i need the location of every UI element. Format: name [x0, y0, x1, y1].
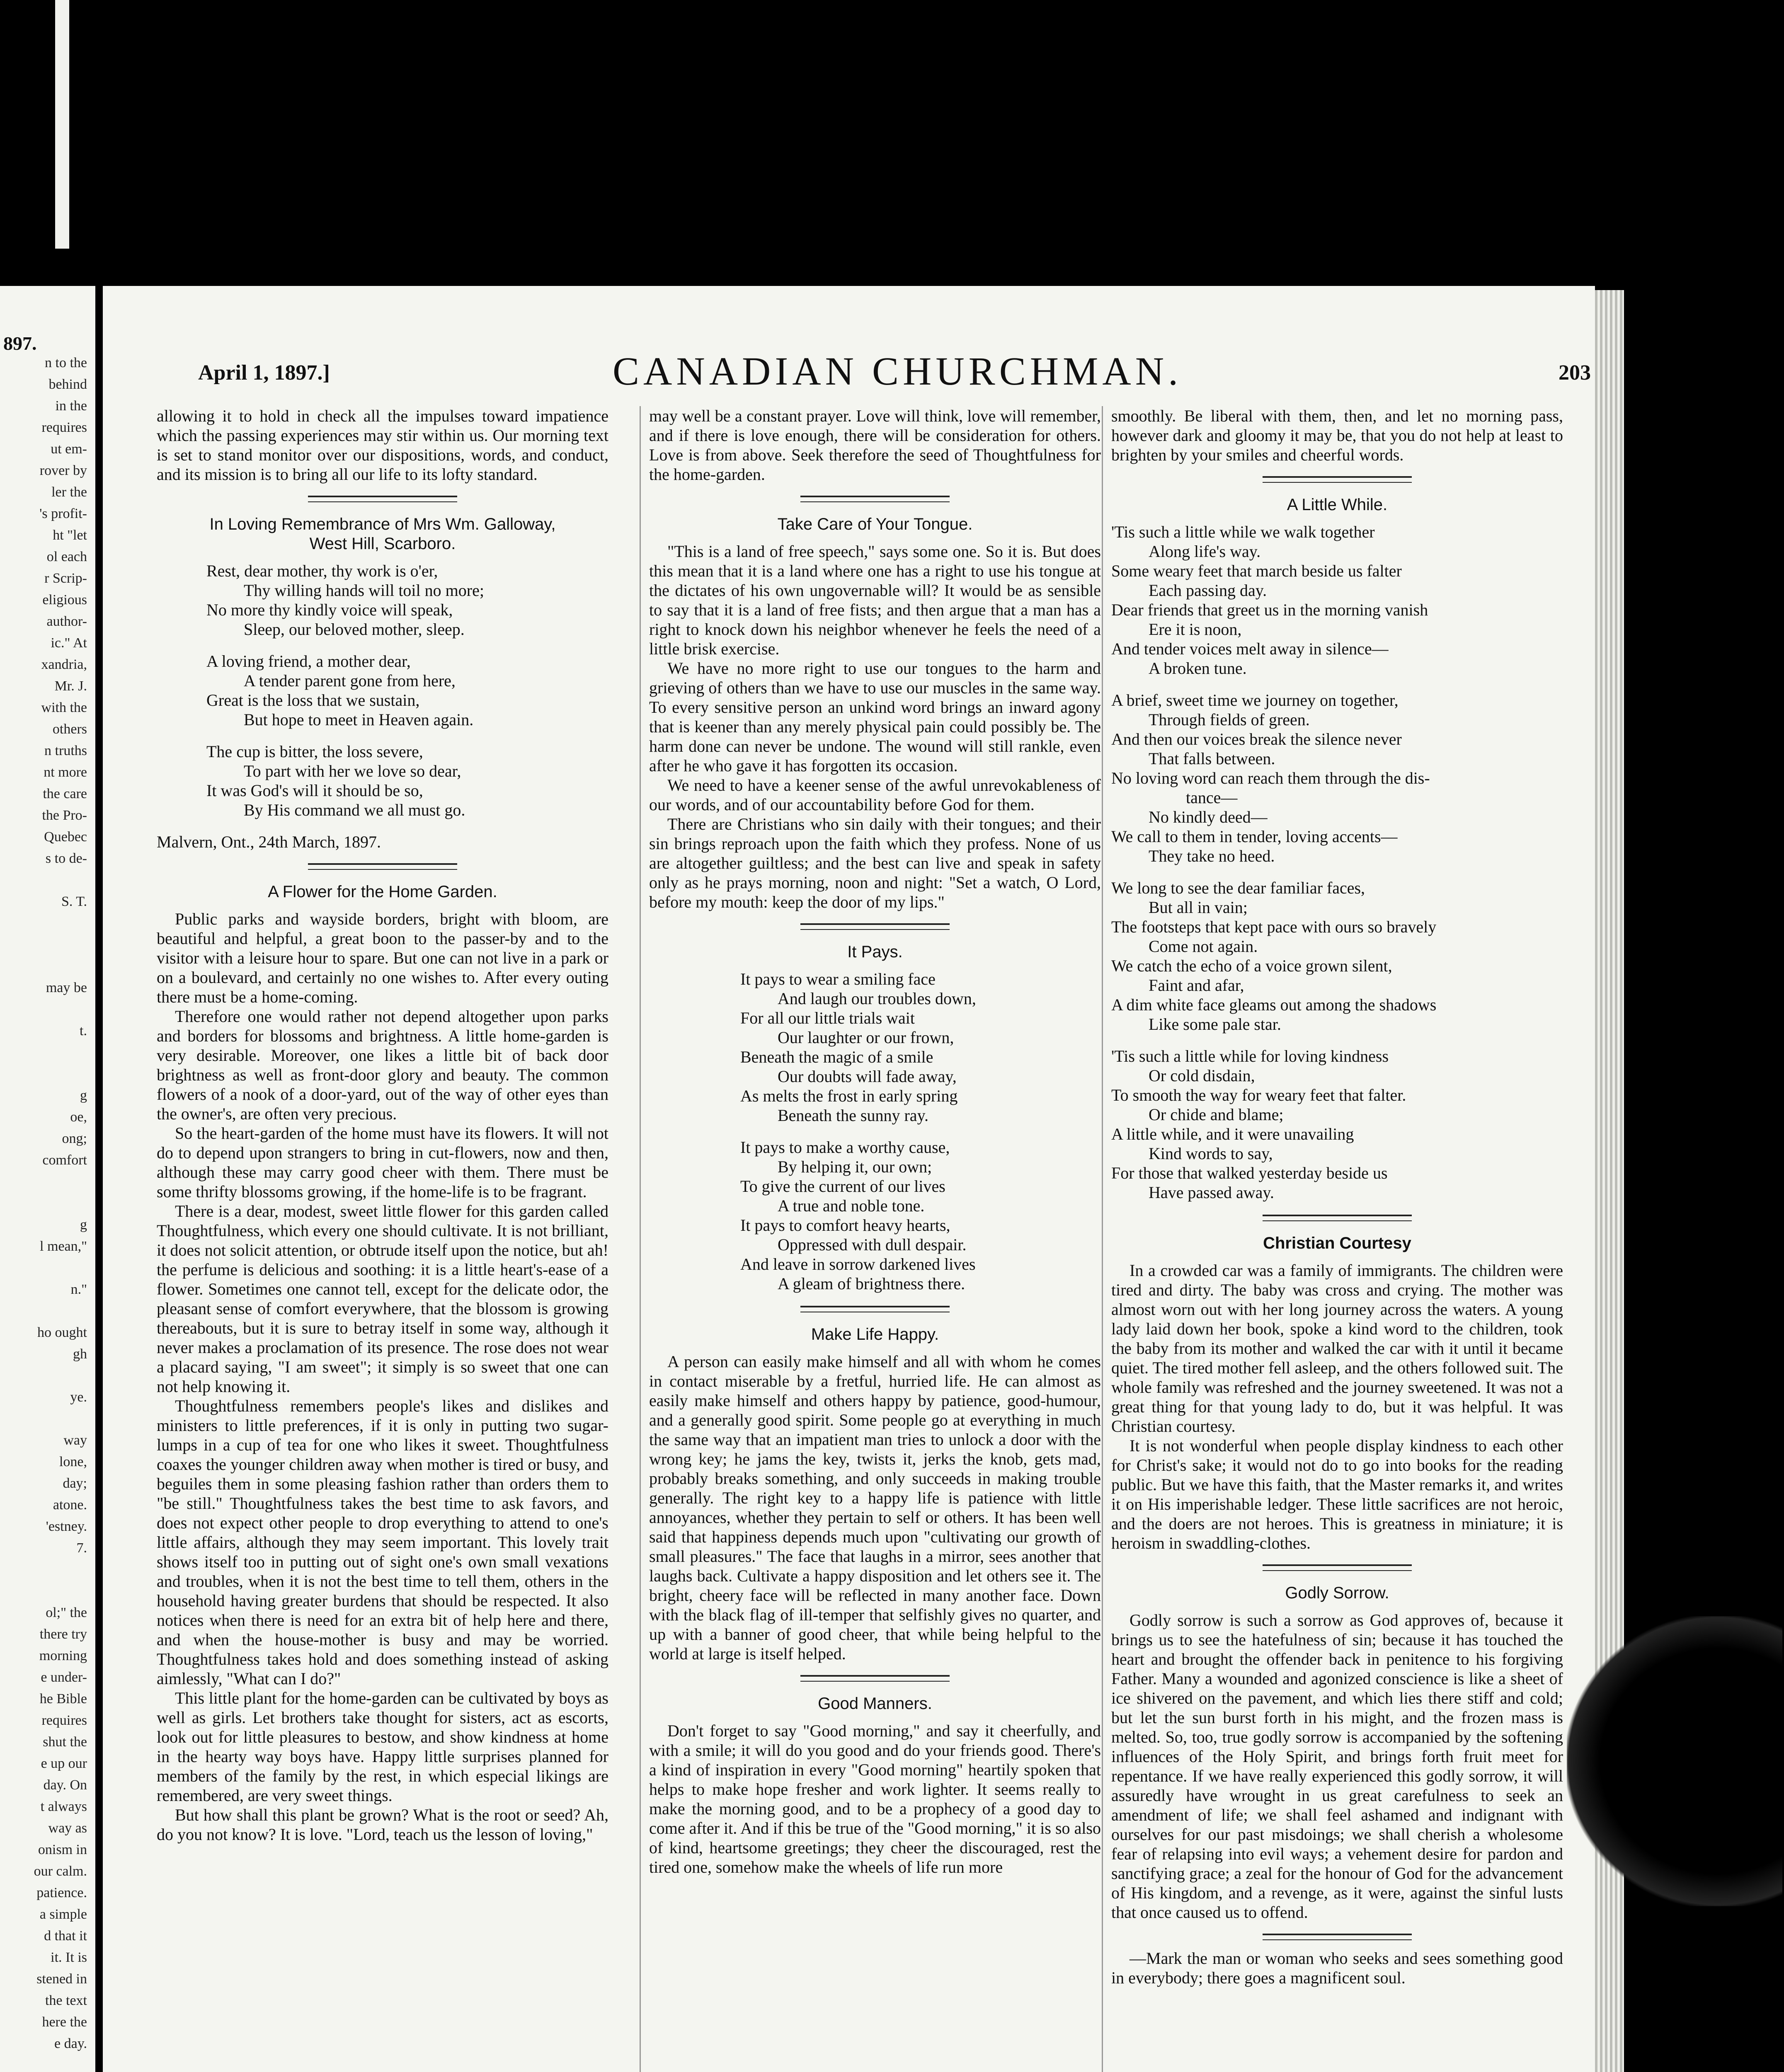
memorial-signature: Malvern, Ont., 24th March, 1897. [157, 833, 381, 851]
memorial-poem-line: To part with her we love so dear, [244, 762, 461, 780]
previous-page-line: n truths [44, 743, 87, 758]
pays-poem-line: As melts the frost in early spring [740, 1087, 958, 1105]
pays-poem-line: To give the current of our lives [740, 1177, 945, 1196]
while-poem-line: 'Tis such a little while for loving kindness [1111, 1047, 1389, 1065]
previous-page-line: e day. [54, 2036, 87, 2051]
happy-paragraph: A person can easily make himself and all with whom he comes in contact miserable by a fretful, hurried life. He can almost as easily make himself and others happy by patience, good-humour, and a generally good spirit. Some people go at everything in much the same way that an impatient man tries to unlock a door with the wrong key; he jams the key, twists it, jerks the knob, gets mad, probably breaks something, and only succeeds in making trouble generally. The right key to a happy life is patience with little annoyances, whether they pertain to self or others. It has been well said that happiness depends much upon "cultivating our growth of small pleasures." The face that laughs in a mirror, sees another that laughs back. Cultivate a happy disposition and let others see it. The bright, cheery face will be reflected in many another face. Down with the black flag of ill-temper that selfishly gives no quarter, and up with a banner of good cheer, that while being helpful to the world at large is itself helped. [649, 1352, 1101, 1663]
previous-page-line: ho ought [37, 1325, 87, 1340]
while-poem-line: Along life's way. [1149, 542, 1261, 561]
memorial-poem-line: Rest, dear mother, thy work is o'er, [206, 562, 438, 580]
pays-poem [649, 969, 1101, 1293]
previous-page-line: t. [80, 1023, 87, 1038]
column-3 [1102, 406, 1563, 2072]
previous-page-line [4, 1171, 87, 1193]
flower-paragraph: There is a dear, modest, sweet little flower for this garden called Thoughtfulness, which every one should cultivate. It is not brilliant, it does not solicit attention, or obtrude itself upon the notice, but ah! the perfume is delicious and soothing: it is a little heart's-ease of a flower. Sometimes one cannot tell, except for the delicate odor, the pleasant sense of comfort everywhere, that the blossom is growing thereabouts, but it is sure to betray itself in some way, although it never makes a proclamation of its presence. The rose does not wear a placard saying, "I am sweet"; it simply is so sweet that one can not help knowing it. [157, 1202, 608, 1396]
while-poem-line: To smooth the way for weary feet that falter. [1111, 1086, 1406, 1104]
tongue-paragraph: There are Christians who sin daily with their tongues; and their sin brings reproach upon the faith which they profess. None of us are altogether guiltless; and the best can live and speak in safety only as he prays morning, noon and night: "Set a watch, O Lord, before my mouth: keep the door of my lips." [649, 815, 1101, 911]
manners-paragraph: Don't forget to say "Good morning," and say it cheerfully, and with a smile; it will do you good and do your friends good. There's a kind of inspiration in every "Good morning" heartily spoken that helps to make hope fresher and work lighter. It seems really to make the morning good, and to be a prophecy of a good day to come after it. And if this be true of the "Good morning," it is so also of kind, heartsome greetings; they cheer the discouraged, rest the tired one, somehow make the wheels of life run more [649, 1721, 1101, 1876]
while-poem-line: Some weary feet that march beside us falter [1111, 562, 1402, 580]
while-poem-line: Ere it is noon, [1149, 620, 1242, 639]
section-rule [1263, 1215, 1412, 1221]
issue-date: April 1, 1897.] [198, 361, 330, 385]
section-rule [800, 1675, 950, 1682]
pays-poem-line: By helping it, our own; [778, 1157, 932, 1176]
previous-page-line: Quebec [44, 829, 87, 845]
previous-page-line: author- [46, 614, 87, 629]
previous-page-line [4, 1365, 87, 1387]
continued-paragraph: smoothly. Be liberal with them, then, and let no morning pass, however dark and gloomy it may be, that you do not help at least to brighten by your smiles and cheerful words. [1111, 407, 1563, 464]
previous-page-line: e up our [41, 1756, 87, 1771]
previous-page-line: it. It is [51, 1950, 87, 1965]
pays-poem-line: For all our little trials wait [740, 1009, 915, 1027]
while-poem-title: A Little While. [1287, 496, 1388, 514]
previous-page-line [4, 1408, 87, 1430]
pays-poem-stanza [740, 969, 1101, 1125]
pays-poem-title: It Pays. [847, 943, 903, 961]
flower-article-title: A Flower for the Home Garden. [268, 883, 497, 901]
section-rule [800, 496, 950, 502]
tongue-paragraph: We need to have a keener sense of the awful unrevokableness of our words, and of our accountability before God for them. [649, 776, 1101, 814]
previous-page-line: requires [41, 1713, 87, 1728]
previous-page-line: others [52, 721, 87, 737]
while-poem-line: Or cold disdain, [1149, 1066, 1255, 1085]
previous-page-line: requires [41, 420, 87, 435]
courtesy-paragraph: It is not wonderful when people display kindness to each other for Christ's sake; it would not do to go into books for the reading public. But we have this faith, that the Master remarks it, and writes it on His imperishable ledger. These little sacrifices are not heroic, and the doers are not heroes. This is greatness in miniature; it is heroism in swaddling-clothes. [1111, 1436, 1563, 1552]
previous-page-line: the text [45, 1993, 87, 2008]
while-poem-line: 'Tis such a little while we walk together [1111, 523, 1375, 541]
binding-gap [55, 0, 69, 249]
previous-page-line: day. On [43, 1777, 87, 1793]
page-header [198, 348, 1591, 398]
previous-page-header: 897. [3, 333, 37, 354]
newspaper-page [103, 286, 1595, 2072]
previous-page-line: Mr. J. [54, 678, 87, 694]
previous-page-line: comfort [42, 1152, 87, 1168]
section-rule [308, 863, 457, 870]
previous-page-line: stened in [36, 1971, 87, 1987]
pays-poem-line: And leave in sorrow darkened lives [740, 1255, 976, 1273]
previous-page-line: ic." At [51, 635, 87, 651]
while-poem-stanza [1111, 878, 1563, 1034]
while-poem-line: And then our voices break the silence never [1111, 730, 1402, 748]
previous-page-line: s to de- [45, 851, 87, 866]
previous-page-line: there try [39, 1627, 87, 1642]
previous-page-line: in the [55, 398, 87, 414]
memorial-poem-stanza [206, 742, 608, 820]
sorrow-article-body [1111, 1610, 1563, 1922]
flower-article-body [157, 909, 608, 1844]
while-poem-line: For those that walked yesterday beside us [1111, 1164, 1388, 1182]
previous-page-line: ut em- [51, 441, 87, 457]
while-poem-line: tance— [1186, 788, 1238, 807]
previous-page-line [4, 1193, 87, 1214]
flower-paragraph: This little plant for the home-garden can be cultivated by boys as well as girls. Let brothers take thought for sisters, act as escorts, look out for little pleasures to bestow, and show kindness at home in the hearty way boys have. Happy little surprises planned for members of the family by the rest, in which especial likings are remembered, are very sweet things. [157, 1689, 608, 1805]
previous-page-line: the care [43, 786, 87, 801]
previous-page-line: gh [73, 1346, 87, 1362]
previous-page-line: 'estney. [46, 1519, 87, 1534]
while-poem-line: We catch the echo of a voice grown silent, [1111, 956, 1392, 975]
memorial-poem-line: Thy willing hands will toil no more; [244, 581, 484, 600]
previous-page-line: n to the [45, 355, 87, 370]
while-poem-line: And tender voices melt away in silence— [1111, 639, 1389, 658]
previous-page-line: g [80, 1217, 87, 1232]
pays-poem-line: It pays to comfort heavy hearts, [740, 1216, 950, 1234]
while-poem-line: Dear friends that greet us in the morning vanish [1111, 600, 1428, 619]
previous-page-line: e under- [41, 1670, 87, 1685]
memorial-poem-line: Sleep, our beloved mother, sleep. [244, 620, 465, 639]
previous-page-line [4, 2055, 87, 2072]
previous-page-line [4, 999, 87, 1020]
sorrow-article-title: Godly Sorrow. [1285, 1584, 1389, 1602]
previous-page-line: n." [70, 1282, 87, 1297]
previous-page-line [4, 1257, 87, 1279]
previous-page-line [4, 913, 87, 934]
while-poem-line: No kindly deed— [1149, 808, 1268, 826]
previous-page-line: xandria, [41, 657, 87, 672]
previous-page-line: eligious [42, 592, 87, 608]
while-poem-line: The footsteps that kept pace with ours so bravely [1111, 917, 1437, 936]
previous-page-line: atone. [53, 1497, 87, 1513]
while-poem-line: That falls between. [1149, 749, 1275, 768]
while-poem-line: Or chide and blame; [1149, 1105, 1284, 1124]
previous-page-line: may be [46, 980, 87, 995]
section-rule [800, 923, 950, 930]
memorial-poem [157, 561, 608, 820]
while-poem-line: Kind words to say, [1149, 1144, 1273, 1163]
previous-page-line: r Scrip- [44, 571, 87, 586]
previous-page-line: morning [39, 1648, 87, 1663]
section-rule [308, 496, 457, 502]
previous-page-line: here the [42, 2014, 87, 2030]
previous-page-line: he Bible [39, 1691, 87, 1706]
previous-page-line: t always [40, 1799, 87, 1814]
while-poem [1111, 522, 1563, 1202]
while-poem-line: But all in vain; [1149, 898, 1248, 917]
previous-page-line: rover by [39, 463, 87, 478]
while-poem-line: A little while, and it were unavailing [1111, 1125, 1354, 1143]
previous-page-line [4, 934, 87, 956]
previous-page-line: ye. [70, 1389, 87, 1405]
previous-page-line: the Pro- [42, 808, 87, 823]
flower-paragraph: But how shall this plant be grown? What is the root or seed? Ah, do you not know? It is love. "Lord, teach us the lesson of loving," [157, 1806, 608, 1844]
flower-paragraph: So the heart-garden of the home must have its flowers. It will not do to depend upon strangers to bring in cut-flowers, now and then, although these may carry good cheer with them. There must be some thrifty blossoms growing, if the home-life is to be fragrant. [157, 1124, 608, 1201]
previous-page-line: onism in [38, 1842, 87, 1857]
previous-page-line: way as [48, 1820, 87, 1836]
previous-page-line: d that it [44, 1928, 87, 1944]
happy-article-body [649, 1352, 1101, 1663]
previous-page-line: g [80, 1088, 87, 1103]
flower-paragraph: Thoughtfulness remembers people's likes and dislikes and ministers to little preferences, if it is only in putting two sugar-lumps in a cup of tea for one who likes it sweet. Thoughtfulness coaxes the younger children away when mother is tired or busy, and beguiles them in some pleasing fashion rather than orders them to "be still." Thoughtfulness takes the best time to ask favors, and does not expect other people to drop everything to attend to one's little affairs, although they may seem important. This lovely trait shows itself too in putting out of sight one's own small vexations and troubles, when it is not the best time to tell them, others in the household having greater burdens that should be respected. It also notices when there is need for an extra bit of help here and there, and when the house-mother is busy and may be worried. Thoughtfulness takes hold and does something instead of asking aimlessly, "What can I do?" [157, 1397, 608, 1688]
previous-page-line: behind [48, 377, 87, 392]
memorial-title-line-2: West Hill, Scarboro. [309, 535, 456, 553]
while-poem-line: A dim white face gleams out among the shadows [1111, 995, 1437, 1014]
tongue-article-title: Take Care of Your Tongue. [777, 515, 973, 533]
while-poem-line: A broken tune. [1149, 659, 1247, 678]
memorial-poem-line: No more thy kindly voice will speak, [206, 600, 453, 619]
section-rule [1263, 1564, 1412, 1571]
previous-page-text [4, 352, 87, 2072]
scanner-thumb-shadow [1567, 1616, 1782, 1906]
previous-page-line: ler the [51, 484, 87, 500]
previous-page-fragment [0, 286, 95, 2072]
pays-poem-line: Beneath the sunny ray. [778, 1106, 928, 1125]
previous-page-line: day; [63, 1476, 87, 1491]
memorial-poem-line: By His command we all must go. [244, 801, 465, 819]
previous-page-line: oe, [70, 1109, 87, 1125]
pays-poem-line: A true and noble tone. [778, 1196, 925, 1215]
previous-page-line: way [63, 1433, 87, 1448]
previous-page-line [4, 1063, 87, 1085]
tongue-paragraph: We have no more right to use our tongues to the harm and grieving of others than we have to use our muscles in the same way. To every sensitive person an unkind word brings an inward agony that is keener than any merely physical pain could possibly be. The harm done can never be undone. The wound will still rankle, even after he who gave it has forgotten its occasion. [649, 659, 1101, 775]
pays-poem-line: It pays to make a worthy cause, [740, 1138, 950, 1157]
previous-page-line: ong; [62, 1131, 87, 1146]
while-poem-line: No loving word can reach them through the dis- [1111, 769, 1430, 787]
previous-page-line: l mean," [40, 1239, 87, 1254]
sorrow-paragraph: Godly sorrow is such a sorrow as God approves of, because it brings us to see the hatefulness of sin; because it has touched the heart and brought the offender back in penitence to his forgiving Father. Many a wounded and agonized conscience is like a sheet of ice shivered on the pavement, and which lies there stiff and cold; but let the sun burst forth in his might, and the frozen mass is melted. So, too, true godly sorrow is accompanied by the softening influences of the Holy Spirit, and brings forth fruit meet for repentance. If we have really experienced this godly sorrow, it will assuredly have wrought in us great carefulness to seek an amendment of life; we shall feel ashamed and indignant with ourselves for our past misdoings; we shall cherish a wholesome fear of relapsing into evil ways; a vehement desire for pardon and sanctifying grace; a zeal for the honour of God for the advancement of His kingdom, and a revenge, as it were, against the sinful lusts that once caused us to offend. [1111, 1611, 1563, 1922]
manners-article-body [649, 1721, 1101, 1877]
pays-poem-line: Beneath the magic of a smile [740, 1048, 933, 1066]
courtesy-article-title: Christian Courtesy [1263, 1234, 1411, 1252]
tongue-paragraph: "This is a land of free speech," says some one. So it is. But does this mean that it is a land where one has a right to use his tongue at the dictates of his own ungovernable will? It would be as sensible to say that it is a land of free fists; and then argue that a man has a right to knock down his neighbor whenever he feels the need of a little brisk exercise. [649, 542, 1101, 658]
while-poem-line: Come not again. [1149, 937, 1258, 956]
previous-page-line: nt more [44, 765, 87, 780]
previous-page-line: our calm. [34, 1864, 87, 1879]
while-poem-line: A brief, sweet time we journey on together, [1111, 691, 1399, 709]
manners-article-title: Good Manners. [818, 1694, 932, 1713]
while-poem-stanza [1111, 690, 1563, 866]
previous-page-line: 7. [76, 1540, 87, 1556]
while-poem-line: We long to see the dear familiar faces, [1111, 879, 1365, 897]
memorial-poem-line: Great is the loss that we sustain, [206, 691, 420, 709]
memorial-poem-stanza [206, 651, 608, 729]
memorial-title-line-1: In Loving Remembrance of Mrs Wm. Galloway, [209, 515, 556, 533]
tongue-article-body [649, 542, 1101, 912]
while-poem-line: Like some pale star. [1149, 1015, 1281, 1034]
courtesy-paragraph: In a crowded car was a family of immigrants. The children were tired and dirty. The baby was cross and crying. The mother was almost worn out with her long journey across the waters. A young lady laid down her book, spoke a kind word to the children, took the baby from its mother and walked the car with it until it became quiet. The tired mother fell asleep, and the others followed suit. The whole family was refreshed and the journey sweetened. It was not a great thing for that young lady to do, but it was helpful. It was Christian courtesy. [1111, 1261, 1563, 1435]
pays-poem-line: And laugh our troubles down, [778, 989, 976, 1008]
continued-paragraph: allowing it to hold in check all the impulses toward impatience which the passing experiences may stir within us. Our morning text is set to stand monitor over our dispositions, words, and conduct, and its mission is to bring all our life to its lofty standard. [157, 407, 608, 484]
flower-paragraph: Therefore one would rather not depend altogether upon parks and borders for blossoms and brightness. A little home-garden is very desirable. Moreover, one likes a little bit of back door brightness as well as front-door glory and beauty. The common flowers of a nook of a door-yard, out of the way of other eyes than the owner's, are often very precious. [157, 1007, 608, 1123]
previous-page-line: ol;" the [46, 1605, 87, 1620]
pays-poem-line: A gleam of brightness there. [778, 1274, 965, 1293]
column-1 [157, 406, 608, 1844]
previous-page-line [4, 869, 87, 891]
while-poem-line: Have passed away. [1149, 1183, 1274, 1202]
while-poem-line: They take no heed. [1149, 847, 1275, 865]
previous-page-line [4, 1042, 87, 1063]
pays-poem-line: Our doubts will fade away, [778, 1067, 957, 1086]
memorial-poem-line: But hope to meet in Heaven again. [244, 710, 474, 729]
while-poem-line: We call to them in tender, loving accents— [1111, 827, 1398, 846]
previous-page-line: with the [41, 700, 87, 715]
memorial-poem-line: A loving friend, a mother dear, [206, 652, 411, 670]
previous-page-line: shut the [43, 1734, 87, 1750]
pays-poem-line: Our laughter or our frown, [778, 1028, 954, 1047]
memorial-poem-line: It was God's will it should be so, [206, 781, 423, 800]
previous-page-line [4, 956, 87, 977]
previous-page-line: lone, [59, 1454, 87, 1469]
previous-page-line: S. T. [61, 894, 87, 909]
memorial-poem-line: A tender parent gone from here, [244, 671, 456, 690]
page-number: 203 [1559, 361, 1591, 385]
while-poem-line: Each passing day. [1149, 581, 1267, 600]
pays-poem-line: It pays to wear a smiling face [740, 970, 936, 988]
previous-page-line: a simple [39, 1907, 87, 1922]
happy-article-title: Make Life Happy. [811, 1325, 939, 1343]
while-poem-stanza [1111, 1046, 1563, 1202]
section-rule [1263, 476, 1412, 483]
previous-page-line [4, 1559, 87, 1581]
masthead-title: CANADIAN CHURCHMAN. [613, 349, 1183, 393]
pays-poem-stanza [740, 1138, 1101, 1293]
while-poem-line: Faint and afar, [1149, 976, 1244, 995]
section-rule [1263, 1934, 1412, 1940]
memorial-poem-line: The cup is bitter, the loss severe, [206, 742, 423, 761]
flower-paragraph: Public parks and wayside borders, bright with bloom, are beautiful and helpful, a great boon to the passer-by and to the visitor with a leisure hour to spare. But one can not live in a park or on a boulevard, and certainly no one wishes to. After every outing there must be a home-coming. [157, 910, 608, 1006]
column-2 [640, 406, 1101, 2072]
courtesy-article-body [1111, 1261, 1563, 1553]
while-poem-stanza [1111, 522, 1563, 678]
previous-page-line: ol each [46, 549, 87, 564]
previous-page-line [4, 1581, 87, 1602]
while-poem-line: Through fields of green. [1149, 710, 1310, 729]
previous-page-line: patience. [36, 1885, 87, 1900]
pays-poem-line: Oppressed with dull despair. [778, 1235, 967, 1254]
memorial-poem-stanza [206, 561, 608, 639]
previous-page-line: 's profit- [39, 506, 87, 521]
continued-paragraph: may well be a constant prayer. Love will think, love will remember, and if there is love enough, there will be consideration for others. Love is from above. Seek therefore the seed of Thoughtfulness for the home-garden. [649, 407, 1101, 484]
previous-page-line [4, 1300, 87, 1322]
section-rule [800, 1306, 950, 1312]
closing-note: —Mark the man or woman who seeks and sees something good in everybody; there goes a magnificent soul. [1111, 1949, 1563, 1987]
previous-page-line: ht "let [53, 528, 87, 543]
memorial-title [157, 515, 608, 554]
